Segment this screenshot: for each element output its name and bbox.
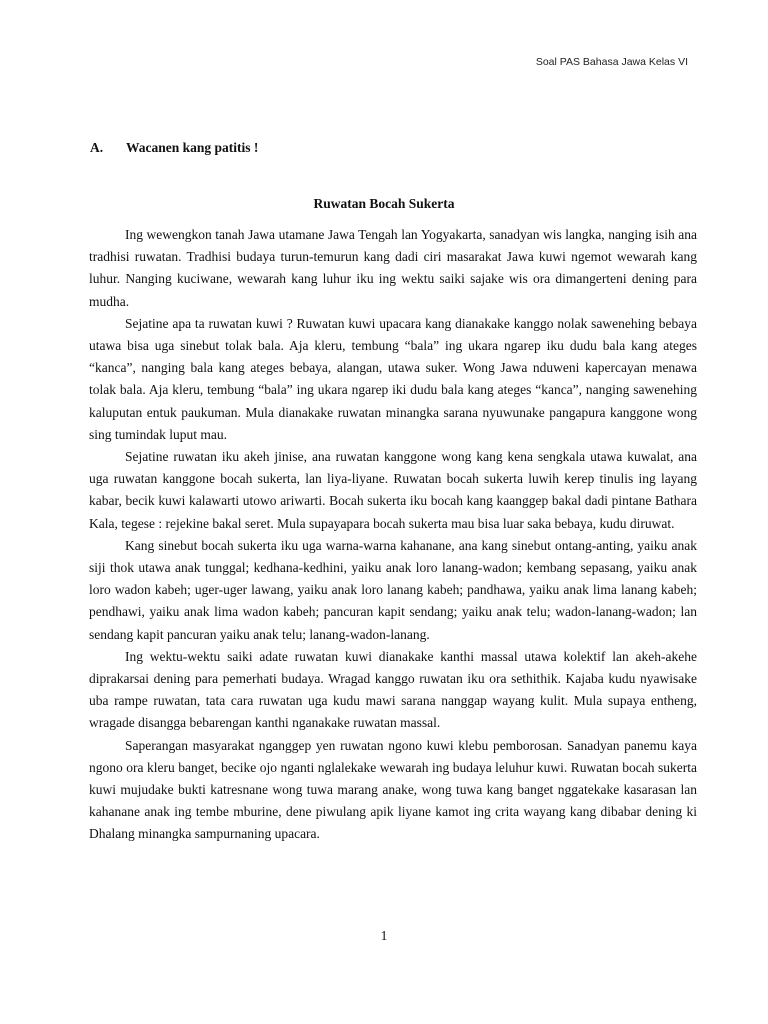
article-body bbox=[89, 224, 697, 846]
paragraph: Kang sinebut bocah sukerta iku uga warna-warna kahanane, ana kang sinebut ontang-anting, yaiku anak siji thok utawa anak tunggal; kedhana-kedhini, yaiku anak loro lanang-wadon; kembang sepasang, yaiku anak loro wadon kabeh; uger-uger lawang, yaiku anak loro lanang kabeh; pandhawa, yaiku anak lima lanang kabeh; pendhawi, yaiku anak lima wadon kabeh; pancuran kapit sendang; yaiku anak telu; wadon-lanang-wadon; lan sendang kapit pancuran yaiku anak telu; lanang-wadon-lanang. bbox=[89, 537, 697, 642]
paragraph: Sejatine apa ta ruwatan kuwi ? Ruwatan kuwi upacara kang dianakake kanggo nolak sawenehing bebaya utawa bisa uga sinebut tolak bala. Aja kleru, tembung “bala” ing ukara ngarep iku dudu bala kang ateges “kanca”, nanging bala kang ateges bebaya, alangan, utawa suker. Wong Jawa nduweni kapercayan menawa tolak bala. Aja kleru, tembung “bala” ing ukara ngarep iki dudu bala kang ateges “kanca”, nanging sawenehing kaluputan entuk paukuman. Mula dianakake ruwatan minangka sarana nyuwunake pangapura kanggone wong sing tumindak luput mau. bbox=[89, 315, 697, 442]
section-letter: A. bbox=[90, 140, 104, 155]
article-title: Ruwatan Bocah Sukerta bbox=[313, 196, 455, 211]
section-heading bbox=[90, 140, 258, 156]
page-number: 1 bbox=[380, 928, 388, 943]
paragraph: Saperangan masyarakat nganggep yen ruwatan ngono kuwi klebu pemborosan. Sanadyan panemu kaya ngono ora kleru banget, becike ojo nganti nglalekake wewarah ing budaya leluhur kuwi. Ruwatan bocah sukerta kuwi mujudake bukti katresnane wong tuwa marang anake, wong tuwa kang banget nggatekake kasarasan lan kahanane anak ing tembe mburine, dene piwulang apik liyane kamot ing crita wayang kang dibabar dening ki Dhalang minangka sampurnaning upacara. bbox=[89, 737, 697, 842]
paragraph: Sejatine ruwatan iku akeh jinise, ana ruwatan kanggone wong kang kena sengkala utawa kuwalat, ana uga ruwatan kanggone bocah sukerta, lan liya-liyane. Ruwatan bocah sukerta luwih kerep tinulis ing layang kabar, becik kuwi kalawarti utowo ariwarti. Bocah sukerta iku bocah kang kaanggep bakal dadi pintane Bathara Kala, tegese : rejekine bakal seret. Mula supayapara bocah sukerta mau bisa luar saka bebaya, kudu diruwat. bbox=[89, 449, 697, 531]
running-header: Soal PAS Bahasa Jawa Kelas VI bbox=[535, 56, 688, 68]
section-instruction: Wacanen kang patitis ! bbox=[126, 140, 259, 155]
paragraph: Ing wektu-wektu saiki adate ruwatan kuwi dianakake kanthi massal utawa kolektif lan akeh-akehe diprakarsai dening para pemerhati budaya. Wragad kanggo ruwatan iku ora sethithik. Kajaba kudu nyawisake uba rampe ruwatan, tata cara ruwatan uga kudu mawi sarana nanggap wayang kulit. Mula supaya entheng, wragade disangga bebarengan kanthi nganakake ruwatan massal. bbox=[89, 648, 697, 731]
paragraph: Ing wewengkon tanah Jawa utamane Jawa Tengah lan Yogyakarta, sanadyan wis langka, nanging isih ana tradhisi ruwatan. Tradhisi budaya turun-temurun kang dadi ciri masarakat Jawa kuwi ngemot wewarah kang luhur. Nanging kuciwane, wewarah kang luhur iku ing wektu saiki sajake wis ora dimangerteni dening para mudha. bbox=[89, 227, 697, 309]
